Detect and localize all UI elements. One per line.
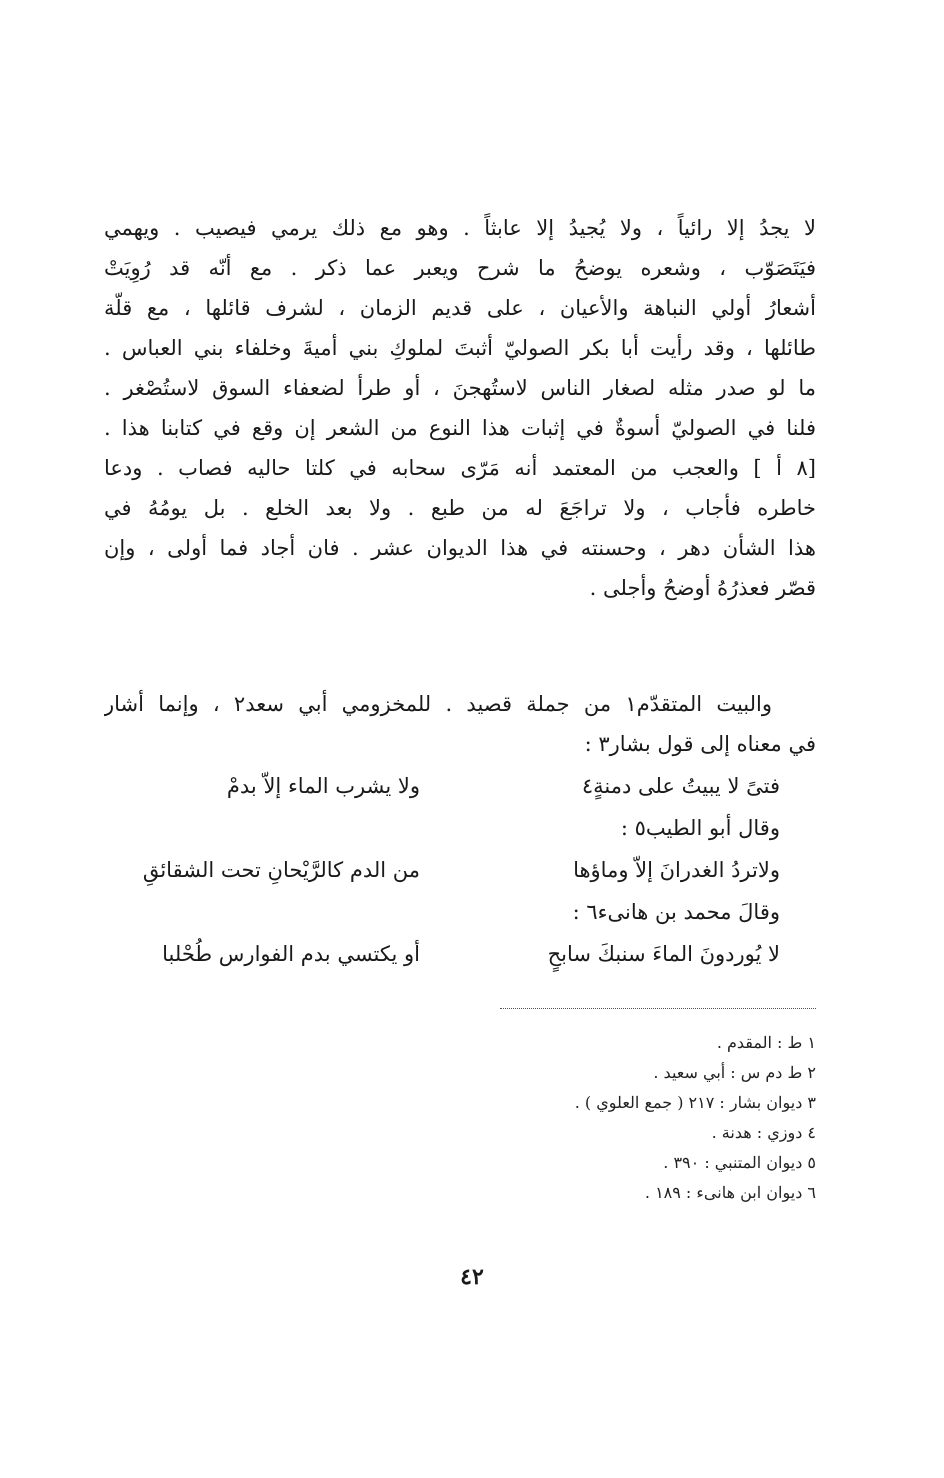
prose-line: [٨ أ ] والعجب من المعتمد أنه مَرّى سحابه في كلتا حاليه فصاب . ودعا xyxy=(104,456,816,480)
verse-row xyxy=(104,932,816,976)
verse-block xyxy=(104,764,816,976)
prose-line: ما لو صدر مثله لصغار الناس لاستُهجنَ ، أو طرأ لضعفاء السوق لاستُصْغر . xyxy=(104,376,816,400)
verse-first-hemistich: ولاتردُ الغدرانَ إلاّ وماؤها xyxy=(573,858,780,882)
footnote: ١ ط : المقدم . xyxy=(716,1033,816,1052)
prose-line: فيَتَصَوّب ، وشعره يوضحُ ما شرح ويعبر عما ذكر . مع أنّه قد رُوِيَتْ xyxy=(104,256,816,280)
verse-row xyxy=(104,764,816,808)
verse-second-hemistich: من الدم كالرَّيْحانِ تحت الشقائقِ xyxy=(142,858,420,882)
prose-line: لا يجدُ إلا رائياً ، ولا يُجيدُ إلا عابثاً . وهو مع ذلك يرمي فيصيب . ويهمي xyxy=(104,216,816,240)
verse-attribution: وقال أبو الطيب٥ : xyxy=(620,816,780,840)
second-paragraph xyxy=(104,684,816,764)
prose-line: في معناه إلى قول بشار٣ : xyxy=(584,732,816,756)
footnote: ٣ ديوان بشار : ٢١٧ ( جمع العلوي ) . xyxy=(574,1093,816,1112)
verse-first-hemistich: لا يُوردونَ الماءَ سنبكَ سابحٍ xyxy=(547,942,780,966)
prose-line: أشعارُ أولي النباهة والأعيان ، على قديم الزمان ، لشرف قائلها ، مع قلّة xyxy=(104,296,816,320)
footnote: ٥ ديوان المتنبي : ٣٩٠ . xyxy=(663,1153,816,1172)
footnote-divider xyxy=(500,1008,816,1009)
prose-line: خاطره فأجاب ، ولا تراجَعَ له من طبع . ولا بعد الخلع . بل يومُهُ في xyxy=(104,496,816,520)
prose-line: طائلها ، وقد رأيت أبا بكر الصوليّ أثبتَ لملوكِ بني أميةَ وخلفاء بني العباس . xyxy=(104,336,816,360)
page-number: ٤٢ xyxy=(460,1264,484,1290)
main-paragraph xyxy=(104,208,816,608)
verse-second-hemistich: أو يكتسي بدم الفوارس طُحْلبا xyxy=(162,942,420,966)
prose-line: قصّر فعذرُهُ أوضحُ وأجلى . xyxy=(589,576,816,600)
footnote: ٢ ط دم س : أبي سعيد . xyxy=(653,1063,816,1082)
prose-line: والبيت المتقدّم١ من جملة قصيد . للمخزومي أبي سعد٢ ، وإنما أشار xyxy=(104,692,773,716)
verse-attribution: وقالَ محمد بن هانىء٦ : xyxy=(572,900,780,924)
prose-line: فلنا في الصوليّ أسوةٌ في إثبات هذا النوع من الشعر إن وقع في كتابنا هذا . xyxy=(104,416,816,440)
verse-row xyxy=(104,848,816,892)
verse-first-hemistich: فتىً لا يبيتُ على دمنةٍ٤ xyxy=(581,774,780,798)
footnote: ٤ دوزي : هدنة . xyxy=(711,1123,816,1142)
verse-second-hemistich: ولا يشرب الماء إلاّ بدمْ xyxy=(226,774,420,798)
footnotes xyxy=(396,1028,816,1208)
prose-line: هذا الشأن دهر ، وحسنته في هذا الديوان عشر . فان أجاد فما أولى ، وإن xyxy=(104,536,816,560)
footnote: ٦ ديوان ابن هانىء : ١٨٩ . xyxy=(644,1183,816,1202)
